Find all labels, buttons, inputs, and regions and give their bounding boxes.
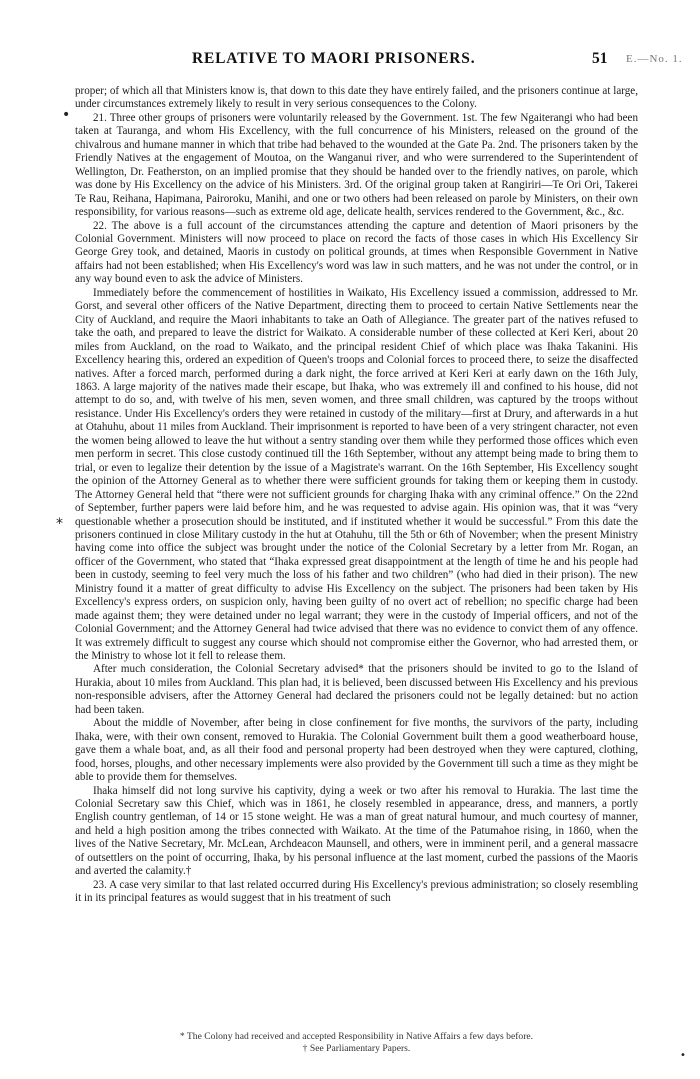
page-number: 51 [592,50,608,67]
footnote-responsibility: * The Colony had received and accepted Responsibility in Native Affairs a few days before. [179,1031,534,1042]
paragraph-23: 23. A case very similar to that last related occurred during His Excellency's previous administration; so closely resembling it in its principal features as would suggest that in his treatment of such [75,878,638,905]
paragraph-21: 21. Three other groups of prisoners were voluntarily released by the Government. 1st. The few Ngaiterangi who had been taken at Tauranga, and whom His Excellency, with the full concurrence of his Ministers, released on the ground of the chivalrous and humane manner in which that tribe had behaved to the wounded at the Gate Pa. 2nd. The prisoners taken by the Friendly Natives at the engagement of Moutoa, on the Wanganui river, and who were surrendered to the Superintendent of Wellington, Dr. Featherston, on an implied promise that they should be handed over to the friendly natives, on parole, which was done by His Excellency on the advice of his Ministers. 3rd. Of the original group taken at Rangiriri—Te Ori Ori, Takerei Te Rau, Reihana, Hapimana, Pairoroku, Manihi, and one or two others had been released on parole by Ministers, on their own responsibility, for various reasons—such as extreme old age, delicate health, services rendered to the Government, &c., &c. [75,111,638,219]
paragraph-continuation: proper; of which all that Ministers know is, that down to this date they have entirely failed, and the prisoners continue at large, under circumstances extremely likely to result in very serious consequences to the Colony. [75,85,638,111]
corner-dot-mark: • [680,1050,686,1061]
paragraph-ihaka: Ihaka himself did not long survive his captivity, dying a week or two after his removal to Hurakia. The last time the Colonial Secretary saw this Chief, which was in 1861, he closely resembled in appearance, dress, and manners, a portly English country gentleman, of 14 or 15 stone weight. He was a man of great natural humour, and much courtesy of manner, and held a high position among the tribes connected with Waikato. At the time of the Patumahoe rising, in 1860, when the lives of the Native Secretary, Mr. McLean, Archdeacon Maunsell, and others, were in imminent peril, and a general massacre of outsettlers on the point of occurring, Ihaka, by his personal influence at the last moment, curbed the passions of the Maoris and averted the calamity.† [75,784,638,878]
footnote-parliamentary-papers: † See Parliamentary Papers. [302,1043,411,1054]
document-reference: E.—No. 1. [626,53,683,65]
page-header [0,50,700,72]
footnotes [75,1031,638,1055]
paragraph-hurakia-advice: After much consideration, the Colonial Secretary advised* that the prisoners should be invited to go to the Island of Hurakia, about 10 miles from Auckland. This plan had, it is believed, been discussed between His Excellency and his previous non-responsible advisers, after the Attorney General had declared the prisoners could not be legally detained: but no action had been taken. [75,663,638,716]
body-text [75,85,638,906]
margin-asterisk-mark: * [56,516,63,532]
paragraph-removal: About the middle of November, after being in close confinement for five months, the survivors of the party, including Ihaka, were, with their own consent, removed to Hurakia. The Colonial Government built them a good weatherboard house, gave them a whale boat, and, as all their food and personal property had been destroyed when they were captured, clothing, food, horses, ploughs, and other necessary implements were also provided by the Government till such a time as they might be able to provide them for themselves. [75,717,638,784]
running-title: RELATIVE TO MAORI PRISONERS. [192,50,476,67]
paragraph-22: 22. The above is a full account of the circumstances attending the capture and detention of Maori prisoners by the Colonial Government. Ministers will now proceed to place on record the facts of those cases in which His Excellency Sir George Grey took, and detained, Maoris in custody on political grounds, at times when Responsible Government in Native affairs had not been established; when His Excellency's word was law in such matters, and he was not under the control, or in any way bound even to ask the advice of Ministers. [75,219,638,286]
paragraph-keri-keri: Immediately before the commencement of hostilities in Waikato, His Excellency issued a commission, addressed to Mr. Gorst, and several other officers of the Native Department, directing them to proceed to certain Native Settlements near the City of Auckland, and require the Maori inhabitants to take an Oath of Allegiance. The greater part of the natives refused to take the oath, and prepared to leave the district for Waikato. A considerable number of these collected at Keri Keri, about 20 miles from Auckland, on the road to Waikato, and the principal resident Chief of which place was Ihaka Takanini. His Excellency hearing this, ordered an expedition of Queen's troops and Colonial forces to proceed there, to seize the disaffected natives. After a forced march, performed during a dark night, the force arrived at Keri Keri at early dawn on the 16th July, 1863. A large majority of the natives made their escape, but Ihaka, who was extremely ill and confined to his house, did not attempt to do so, and, with twelve of his men, seven women, and three small children, was captured by the troops without resistance. Under His Excellency's orders they were retained in custody of the military—first at Drury, and afterwards in a hut at Otahuhu, about 11 miles from Auckland. Their imprisonment is reported to have been of a very stringent character, not even the women being allowed to leave the hut without a sentry standing over them while they performed those offices which even men perform in secret. This close custody continued till the 16th September, without any attempt being made to bring them to trial, or even to legalize their detention by the issue of a Magistrate's warrant. On the 16th September, His Excellency sought the opinion of the Attorney General as to whether there were sufficient grounds for taking them or keeping them in custody. The Attorney General held that “there were not sufficient grounds for charging Ihaka with any criminal offence.” On the 22nd of September, further papers were laid before him, and he was requested to advise again. His opinion was, that it was “very questionable whether a prosecution should be instituted, and if instituted whether it would be successful.” From this date the prisoners continued in close Military custody in the hut at Otahuhu, till the 5th or 6th of November; when the present Ministry having come into office the subject was brought under the notice of the Colonial Secretary by a letter from Mr. Rogan, an officer of the Government, who stated that “Ihaka expressed great disappointment at the length of time he and his people had been in custody, seeming to feel very much the loss of his father and two children” (who had died in their prison). The new Ministry found it a matter of great difficulty to advise His Excellency on the subject. The prisoners had been taken by His Excellency's express orders, on suspicion only, having been guilty of no overt act of rebellion; no specific charge had been made against them; they were detained under no legal warrant; they were in the custody of Imperial officers, and not of the Colonial Government; and the Attorney General had twice advised that there was no evidence to convict them of any offence. It was extremely difficult to suggest any course which should not compromise either the Governor, who had arrested them, or the Ministry to whose lot it fell to release them. [75,286,638,663]
margin-bullet-mark: • [62,107,71,123]
